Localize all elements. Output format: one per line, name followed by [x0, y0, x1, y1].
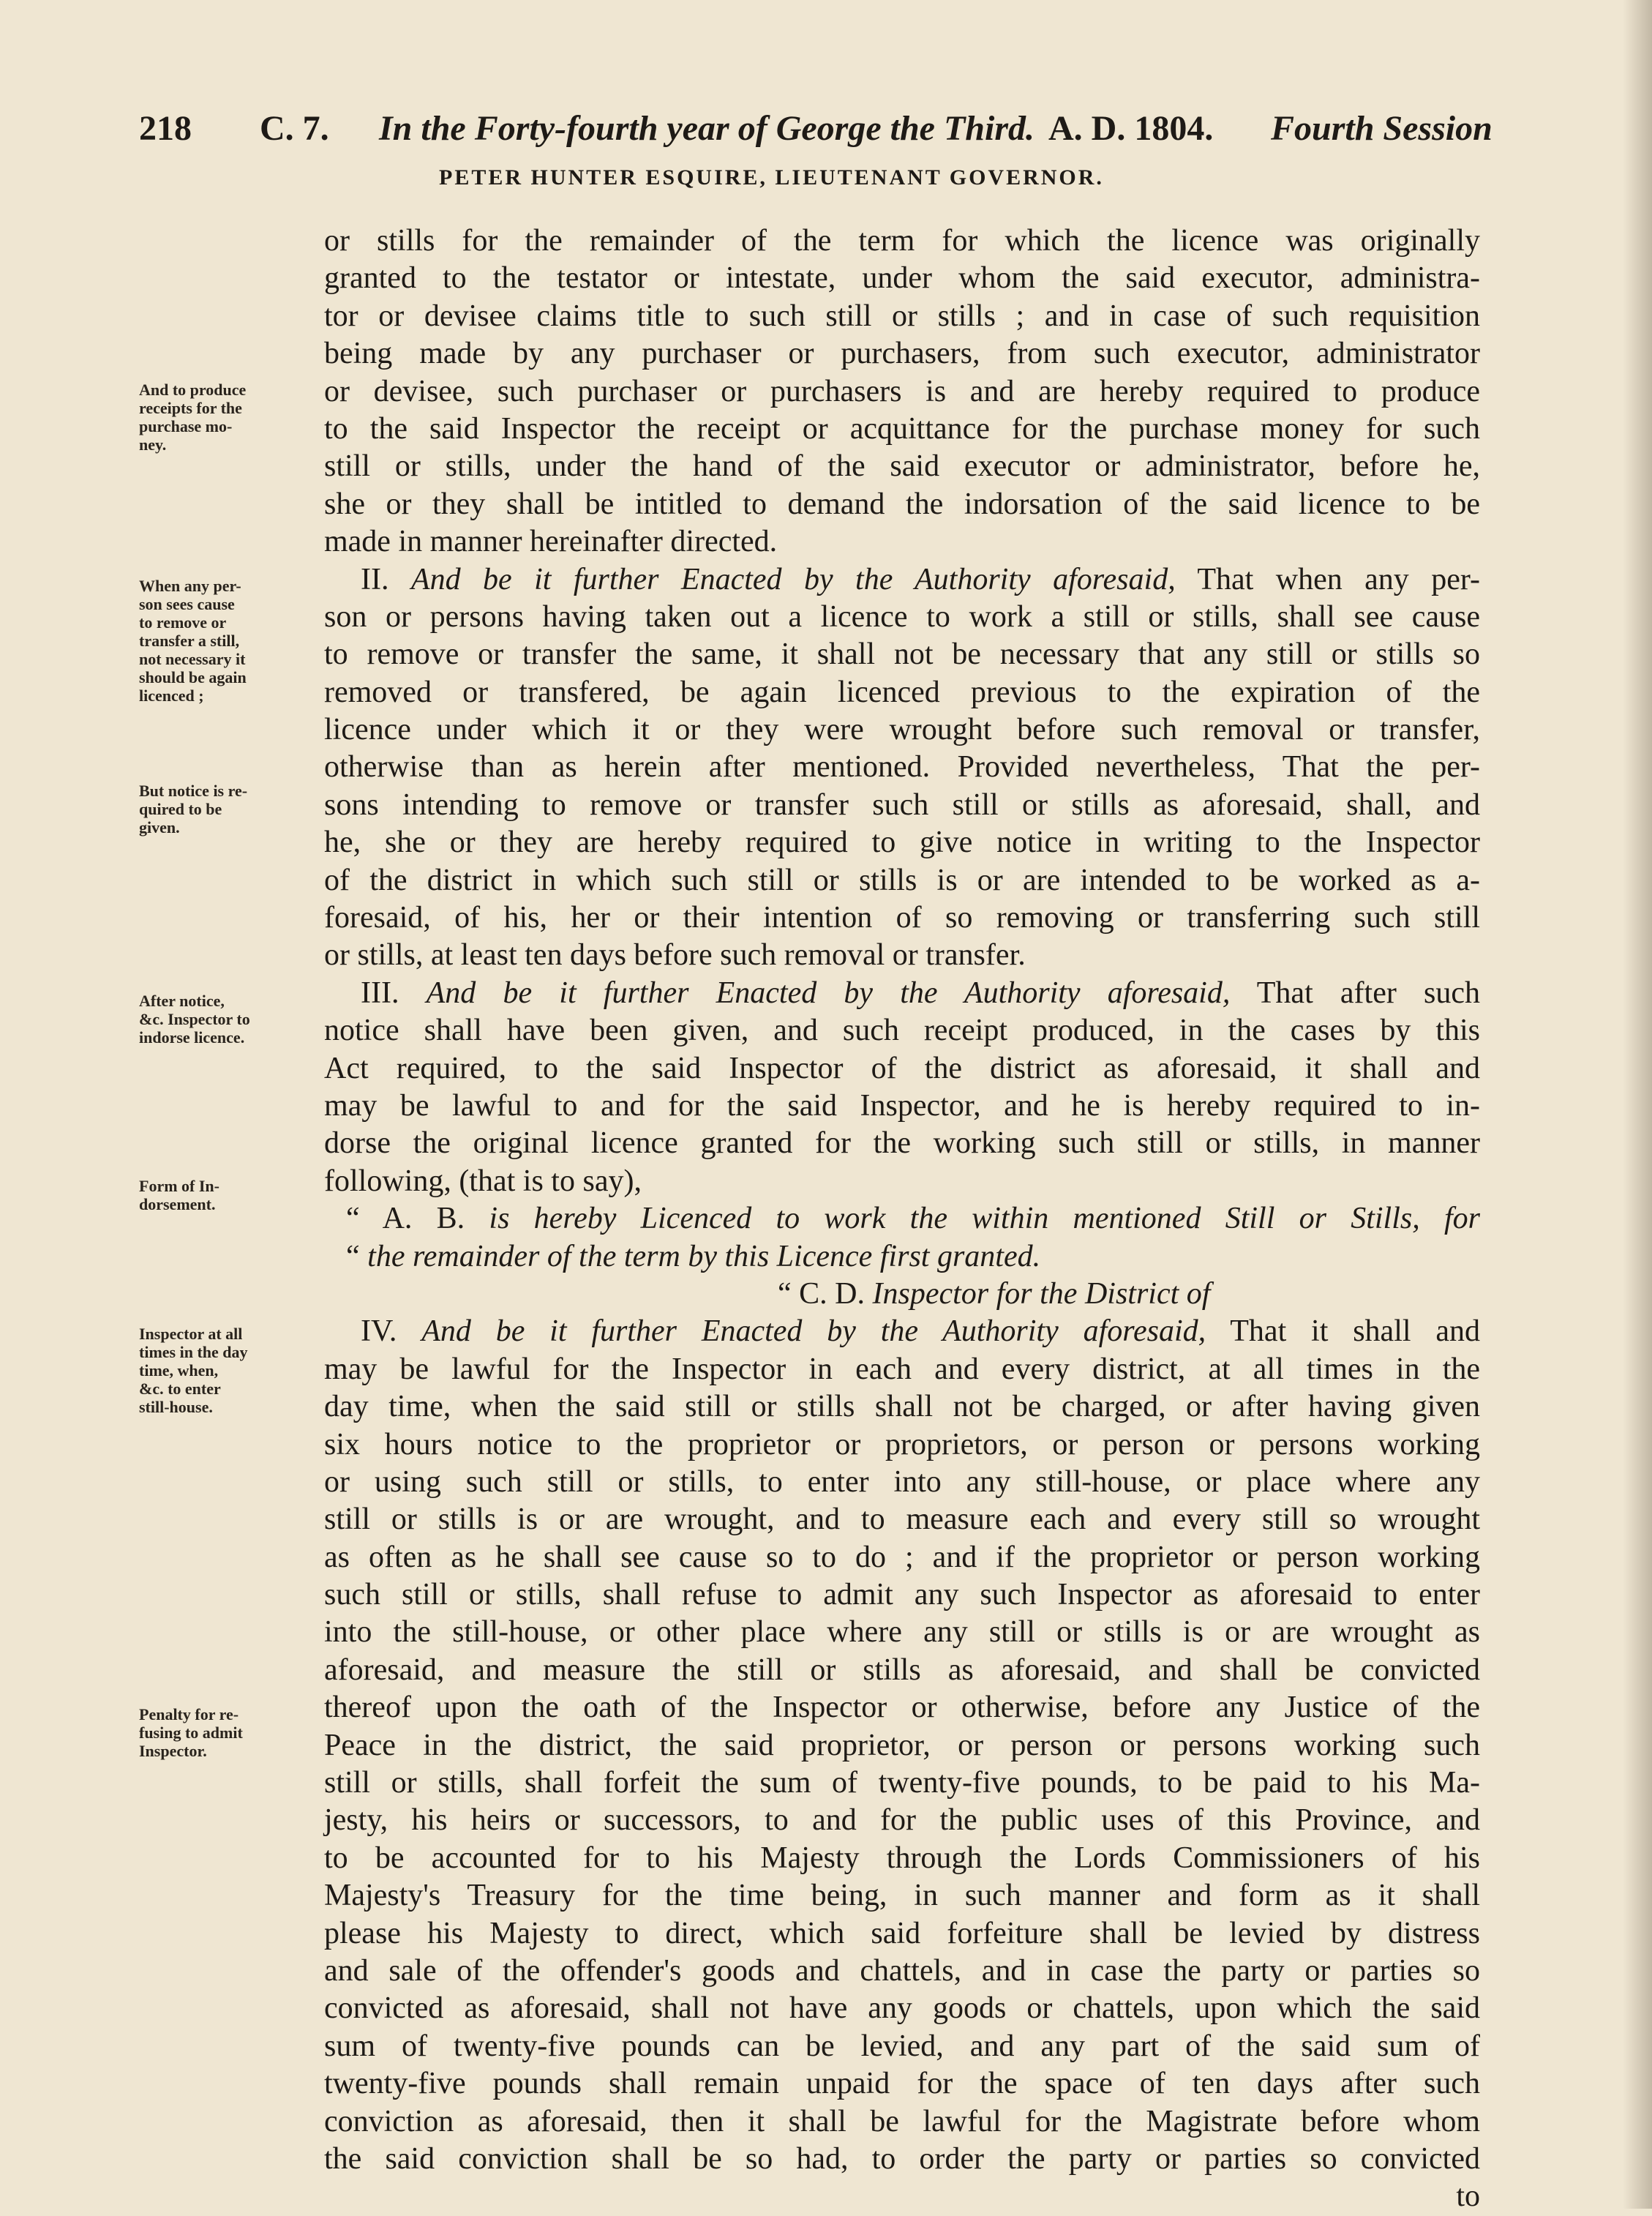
running-header	[139, 102, 1493, 161]
indorsement-signature-line	[324, 1276, 1480, 1313]
text-line: still or stills, shall forfeit the sum of twenty-five pounds, to be paid to his Ma-	[324, 1766, 1480, 1800]
note-line: purchase mo-	[139, 417, 233, 435]
margin-note	[139, 381, 307, 454]
text-line: may be lawful to and for the said Inspector, and he is hereby required to in-	[324, 1088, 1480, 1123]
text-line: he, she or they are hereby required to give notice in writing to the Inspector	[324, 826, 1480, 860]
note-line: Form of In-	[139, 1177, 219, 1195]
note-line: When any per-	[139, 577, 241, 595]
text-line: otherwise than as herein after mentioned. Provided nevertheless, That the per-	[324, 750, 1480, 785]
text-line: may be lawful for the Inspector in each and every district, at all times in the	[324, 1352, 1480, 1386]
text-line: Majesty's Treasury for the time being, in such manner and form as it shall	[324, 1879, 1480, 1913]
indorsement-form-line	[324, 1238, 1480, 1276]
text-line: son or persons having taken out a licence to work a still or stills, shall see cause	[324, 599, 1480, 634]
note-line: time, when,	[139, 1361, 219, 1380]
text-line: or stills for the remainder of the term for which the licence was originally	[324, 224, 1480, 258]
enacting-clause: And be it further Enacted by the Authority aforesaid,	[410, 562, 1176, 596]
text-line: to the said Inspector the receipt or acquittance for the purchase money for such	[324, 411, 1480, 446]
section-number: IV.	[361, 1314, 397, 1349]
text-line: tor or devisee claims title to such still or stills ; and in case of such requisition	[324, 299, 1480, 333]
text-line: jesty, his heirs or successors, to and for the public uses of this Province, and	[324, 1803, 1480, 1838]
text-line: the said conviction shall be so had, to order the party or parties so convicted	[324, 2141, 1480, 2176]
chapter-number: C. 7.	[260, 109, 329, 148]
text-line: as often as he shall see cause so to do ; and if the proprietor or person working	[324, 1540, 1480, 1574]
note-line: Inspector.	[139, 1742, 207, 1760]
governor-subheader: PETER HUNTER ESQUIRE, LIEUTENANT GOVERNOR.	[439, 165, 1104, 190]
text-line: sons intending to remove or transfer such still or stills as aforesaid, shall, and	[324, 787, 1480, 822]
text-line: made in manner hereinafter directed.	[324, 525, 778, 559]
note-line: dorsement.	[139, 1195, 216, 1213]
text-line: of the district in which such still or stills is or are intended to be worked as a-	[324, 863, 1480, 897]
text-line: and sale of the offender's goods and chattels, and in case the party or parties so	[324, 1953, 1480, 1988]
margin-note	[139, 1325, 307, 1416]
indorsement-form-line	[324, 1200, 1480, 1238]
margin-note	[139, 782, 307, 836]
quote-open: “ C. D.	[778, 1276, 865, 1311]
note-line: quired to be	[139, 800, 222, 818]
text-line: to be accounted for to his Majesty through the Lords Commissioners of his	[324, 1841, 1480, 1875]
text-line: following, (that is to say),	[324, 1164, 642, 1198]
note-line: given.	[139, 818, 180, 836]
indorsement-text: the remainder of the term by this Licence first granted.	[367, 1239, 1041, 1273]
note-line: son sees cause	[139, 595, 235, 613]
text-line: she or they shall be intitled to demand the indorsation of the said licence to be	[324, 487, 1480, 521]
note-line: not necessary it	[139, 650, 246, 668]
note-line: receipts for the	[139, 399, 242, 417]
note-line: Inspector at all	[139, 1325, 243, 1343]
text-line: or devisee, such purchaser or purchasers is and are hereby required to produce	[324, 374, 1480, 408]
margin-note	[139, 1177, 307, 1213]
text-line: sum of twenty-five pounds can be levied, and any part of the said sum of	[324, 2029, 1480, 2063]
text-line: or using such still or stills, to enter into any still-house, or place where any	[324, 1464, 1480, 1499]
text-line: Act required, to the said Inspector of the district as aforesaid, it shall and	[324, 1051, 1480, 1085]
enacting-clause: And be it further Enacted by the Authority aforesaid,	[426, 976, 1231, 1010]
text-line: thereof upon the oath of the Inspector or otherwise, before any Justice of the	[324, 1691, 1480, 1725]
note-line: And to produce	[139, 381, 247, 399]
section-number: III.	[361, 976, 399, 1010]
text-line: twenty-five pounds shall remain unpaid for the space of ten days after such	[324, 2067, 1480, 2101]
section-number: II.	[361, 562, 389, 596]
text-line: day time, when the said still or stills shall not be charged, or after having given	[324, 1390, 1480, 1424]
note-line: &c. to enter	[139, 1380, 221, 1398]
margin-note	[139, 1705, 307, 1760]
text-line: licence under which it or they were wrought before such removal or transfer,	[324, 713, 1480, 747]
clause-text: That it shall and	[1230, 1314, 1481, 1349]
text-line: convicted as aforesaid, shall not have any goods or chattels, upon which the said	[324, 1991, 1480, 2026]
note-line: licenced ;	[139, 686, 204, 705]
note-line: to remove or	[139, 613, 227, 632]
note-line: times in the day	[139, 1343, 248, 1361]
section-two-heading	[324, 561, 1480, 599]
section-three-heading	[324, 975, 1480, 1012]
note-line: Penalty for re-	[139, 1705, 239, 1723]
note-line: fusing to admit	[139, 1723, 243, 1742]
note-line: indorse licence.	[139, 1028, 245, 1047]
text-line: conviction as aforesaid, then it shall be lawful for the Magistrate before whom	[324, 2104, 1480, 2138]
text-line: to remove or transfer the same, it shall not be necessary that any still or stills so	[324, 637, 1480, 672]
indorsement-text: is hereby Licenced to work the within mentioned Still or Stills, for	[489, 1202, 1480, 1236]
text-line: granted to the testator or intestate, under whom the said executor, administra-	[324, 261, 1480, 296]
text-line: such still or stills, shall refuse to admit any such Inspector as aforesaid to enter	[324, 1578, 1480, 1612]
enacting-clause: And be it further Enacted by the Authority aforesaid,	[421, 1314, 1206, 1349]
note-line: But notice is re-	[139, 782, 248, 800]
clause-text: That after such	[1256, 976, 1480, 1010]
indorsement-text: Inspector for the District of	[872, 1276, 1211, 1311]
catchword: to	[1456, 2179, 1480, 2214]
page-number: 218	[139, 109, 192, 148]
note-line: transfer a still,	[139, 632, 240, 650]
note-line: ney.	[139, 435, 167, 454]
statute-text	[324, 222, 1480, 2216]
quote-open: “ A. B.	[346, 1202, 465, 1236]
quote-open: “	[346, 1239, 360, 1273]
margin-note	[139, 577, 307, 705]
text-line: still or stills is or are wrought, and to measure each and every still so wrought	[324, 1502, 1480, 1537]
text-line: into the still-house, or other place where any still or stills is or are wrought as	[324, 1615, 1480, 1650]
text-line: please his Majesty to direct, which said forfeiture shall be levied by distress	[324, 1916, 1480, 1950]
text-line: dorse the original licence granted for the working such still or stills, in manner	[324, 1126, 1480, 1161]
clause-text: That when any per-	[1197, 562, 1481, 596]
text-line: still or stills, under the hand of the said executor or administrator, before he,	[324, 449, 1480, 484]
header-year: A. D. 1804.	[1048, 109, 1214, 148]
text-line: foresaid, of his, her or their intention of so removing or transferring such still	[324, 901, 1480, 935]
margin-note	[139, 992, 307, 1047]
section-four-heading	[324, 1313, 1480, 1350]
note-line: After notice,	[139, 992, 225, 1010]
text-line: six hours notice to the proprietor or proprietors, or person or persons working	[324, 1427, 1480, 1461]
text-line: aforesaid, and measure the still or stills as aforesaid, and shall be convicted	[324, 1652, 1480, 1687]
text-line: notice shall have been given, and such receipt produced, in the cases by this	[324, 1014, 1480, 1048]
text-line: or stills, at least ten days before such removal or transfer.	[324, 938, 1026, 973]
note-line: &c. Inspector to	[139, 1010, 250, 1028]
header-title: In the Forty-fourth year of George the Third.	[379, 109, 1035, 148]
text-line: being made by any purchaser or purchasers, from such executor, administrator	[324, 337, 1480, 371]
note-line: should be again	[139, 668, 247, 686]
text-line: Peace in the district, the said proprietor, or person or persons working such	[324, 1728, 1480, 1762]
header-session: Fourth Session	[1271, 109, 1493, 148]
text-line: removed or transfered, be again licenced previous to the expiration of the	[324, 675, 1480, 709]
note-line: still-house.	[139, 1398, 213, 1416]
page-edge-shadow	[1623, 0, 1652, 2209]
